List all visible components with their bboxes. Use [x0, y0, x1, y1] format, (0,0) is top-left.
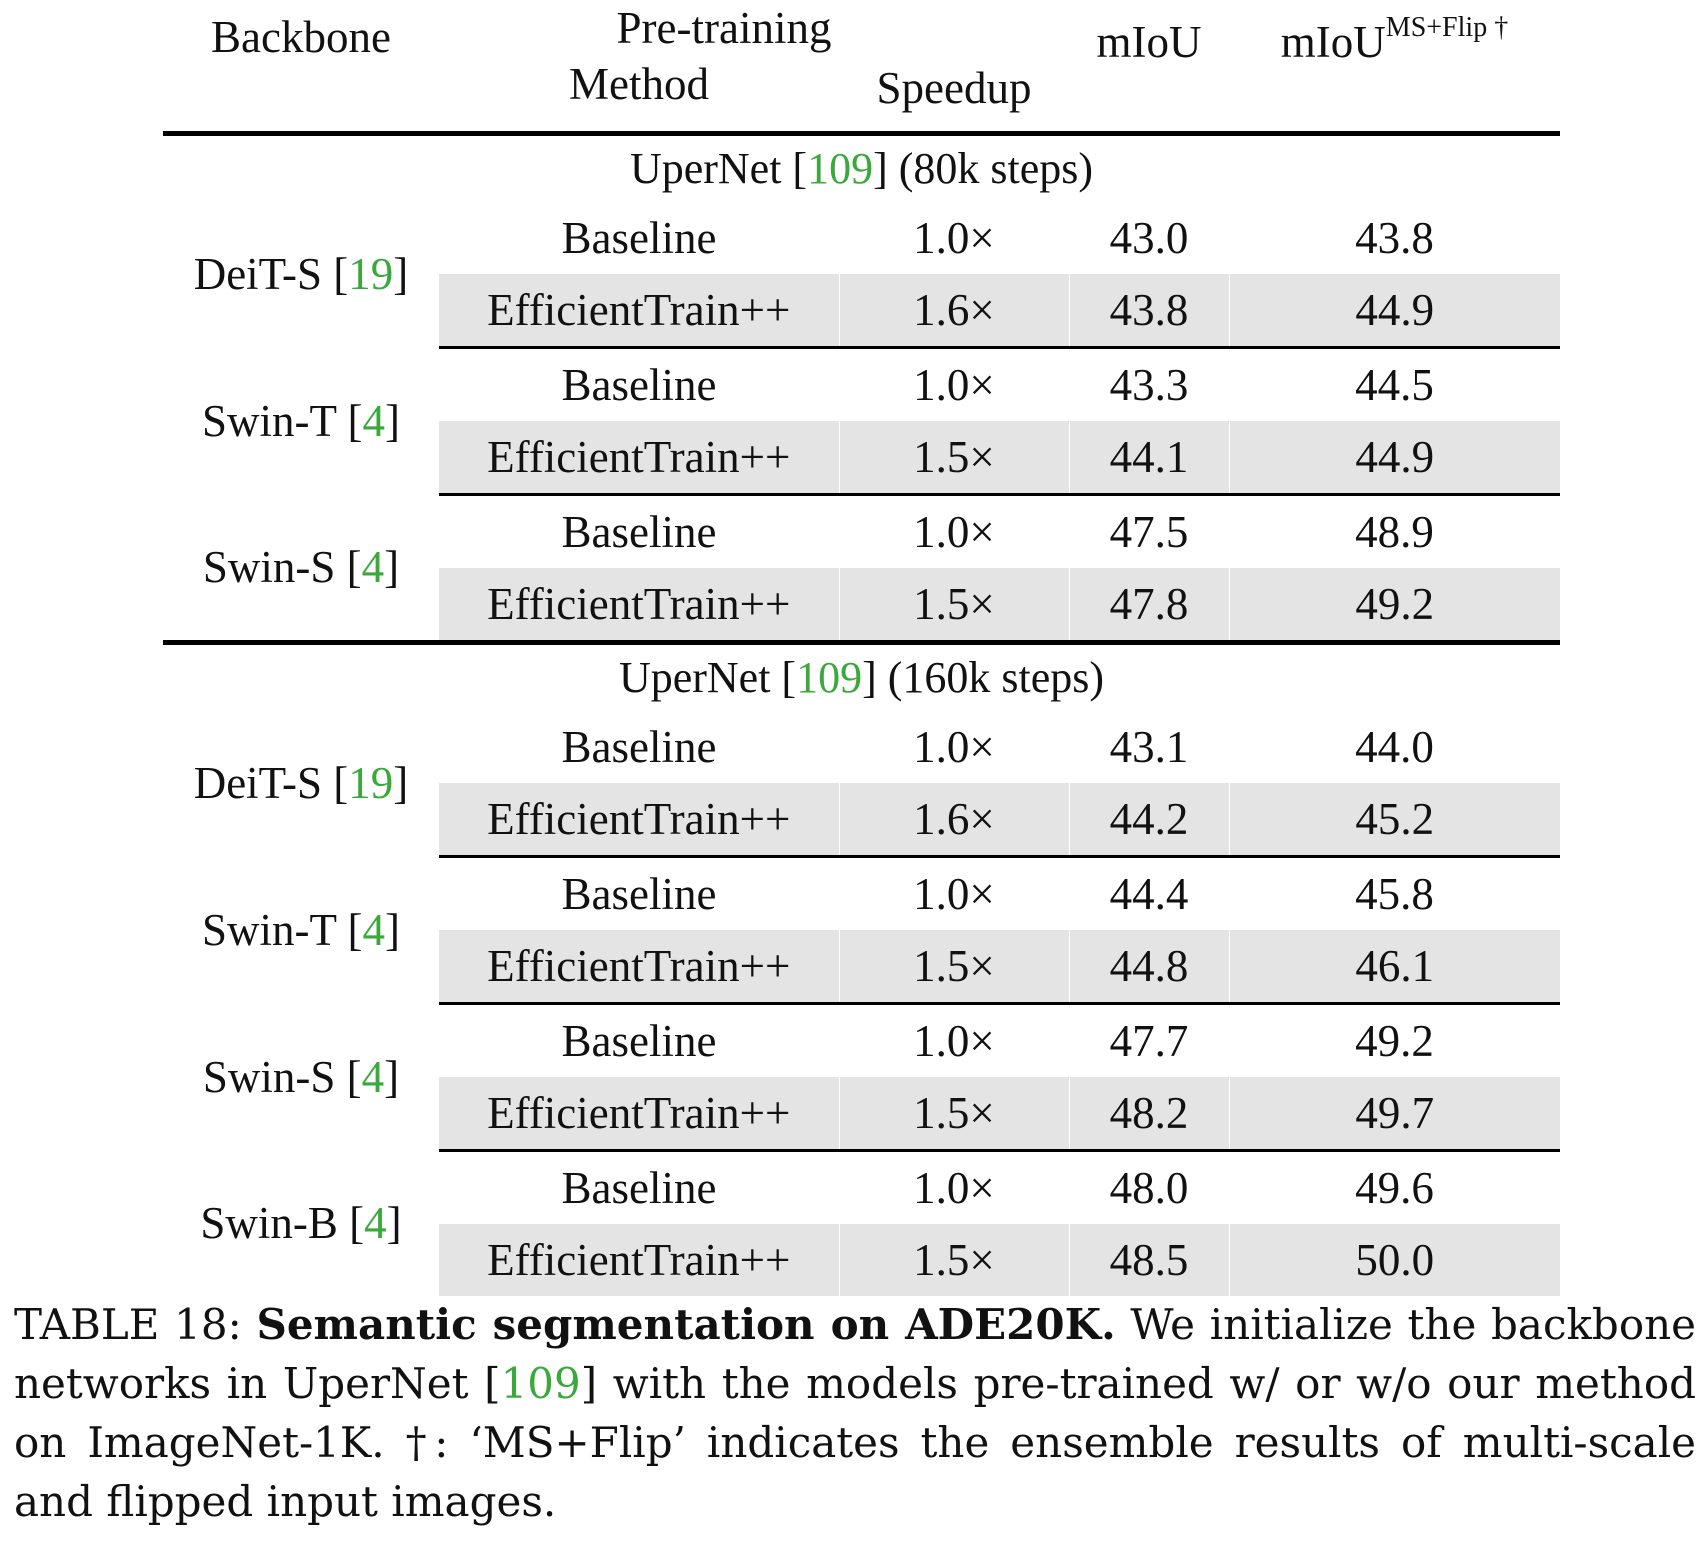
header-pretraining-label: Pre-training — [616, 3, 832, 53]
speedup-cell: 1.5× — [839, 568, 1069, 643]
method-cell: EfficientTrain++ — [439, 783, 839, 857]
speedup-cell: 1.0× — [839, 1003, 1069, 1077]
miou-cell: 44.2 — [1069, 783, 1229, 857]
speedup-cell: 1.0× — [913, 212, 995, 263]
group-title-suffix: ] (80k steps) — [873, 144, 1094, 193]
miou-ms-cell: 45.8 — [1229, 856, 1560, 930]
backbone-name: Swin-T [ — [202, 395, 363, 446]
backbone-bracket: ] — [393, 758, 409, 809]
method-cell: Baseline — [439, 347, 839, 421]
speedup-cell: 1.6× — [839, 274, 1069, 348]
backbone-name: Swin-T [ — [202, 904, 363, 955]
miou-ms-cell: 44.9 — [1229, 274, 1560, 348]
backbone-cell — [163, 1003, 439, 1150]
miou-ms-cell: 49.2 — [1229, 1003, 1560, 1077]
miou-ms-cell: 49.2 — [1229, 568, 1560, 643]
backbone-citation: 19 — [348, 249, 394, 300]
backbone-cell — [163, 856, 439, 1003]
caption-text-b: ] with the models pre-trained w/ or w/o our method on ImageNet-1K. †: ‘MS+Flip’ indicates the ensemble results of multi-scale and flipped input images. — [14, 1359, 1697, 1526]
miou-ms-cell: 50.0 — [1229, 1224, 1560, 1296]
speedup-cell: 1.5× — [839, 930, 1069, 1004]
speedup-cell: 1.0× — [839, 494, 1069, 568]
header-miou-ms: mIoU$^{MS+Flip \dagger}$ — [1280, 12, 1509, 68]
method-cell: Baseline — [561, 212, 717, 263]
miou-cell: 44.4 — [1069, 856, 1229, 930]
backbone-cell — [163, 202, 439, 348]
group-title-citation: 109 — [807, 144, 874, 193]
backbone-name: Swin-S [ — [202, 541, 362, 592]
method-cell: Baseline — [439, 494, 839, 568]
miou-cell: 43.8 — [1069, 274, 1229, 348]
speedup-cell: 1.0× — [913, 721, 995, 772]
backbone-citation: 19 — [348, 758, 394, 809]
speedup-cell: 1.0× — [839, 856, 1069, 930]
method-cell: Baseline — [439, 1150, 839, 1224]
table-row-baseline — [163, 347, 1560, 421]
miou-cell: 47.5 — [1069, 494, 1229, 568]
group-title-citation: 109 — [796, 653, 863, 702]
backbone-name: Swin-B [ — [200, 1197, 365, 1248]
method-cell: EfficientTrain++ — [439, 568, 839, 643]
caption-text-a: We initialize the backbone networks in UperNet [ — [14, 1300, 1697, 1408]
miou-ms-cell: 43.8 — [1355, 212, 1434, 263]
backbone-citation: 4 — [362, 904, 385, 955]
table-row-baseline — [163, 1003, 1560, 1077]
backbone-cell — [163, 494, 439, 642]
miou-cell: 44.1 — [1069, 421, 1229, 495]
table-caption — [14, 1295, 1696, 1531]
miou-ms-cell: 46.1 — [1229, 930, 1560, 1004]
table-row-baseline — [163, 202, 1560, 274]
group-header-row — [163, 642, 1560, 711]
method-cell: EfficientTrain++ — [439, 421, 839, 495]
table-row-baseline — [163, 856, 1560, 930]
header-miou-ms-sup: MS+Flip † — [1385, 12, 1509, 44]
results-table — [163, 0, 1560, 1296]
table-row-baseline — [163, 711, 1560, 783]
miou-ms-cell: 49.6 — [1229, 1150, 1560, 1224]
header-row — [163, 0, 1560, 133]
backbone-cell — [163, 711, 439, 857]
group-title — [163, 133, 1560, 202]
miou-ms-cell: 44.0 — [1355, 721, 1434, 772]
speedup-cell: 1.5× — [839, 1224, 1069, 1296]
speedup-cell: 1.5× — [839, 421, 1069, 495]
backbone-bracket: ] — [384, 395, 400, 446]
method-cell: EfficientTrain++ — [439, 274, 839, 348]
miou-ms-cell: 49.7 — [1229, 1077, 1560, 1151]
miou-cell: 48.5 — [1069, 1224, 1229, 1296]
miou-ms-cell: 45.2 — [1229, 783, 1560, 857]
miou-ms-cell: 48.9 — [1229, 494, 1560, 568]
miou-ms-cell: 44.9 — [1229, 421, 1560, 495]
backbone-bracket: ] — [386, 1197, 402, 1248]
backbone-name: DeiT-S [ — [193, 249, 349, 300]
backbone-citation: 4 — [364, 1197, 387, 1248]
miou-cell: 43.0 — [1109, 212, 1189, 263]
header-backbone: Backbone — [211, 12, 391, 62]
method-cell: EfficientTrain++ — [439, 1224, 839, 1296]
table-row-baseline — [163, 1150, 1560, 1224]
header-pretraining — [439, 0, 1069, 133]
backbone-citation: 4 — [361, 541, 385, 592]
miou-cell: 44.8 — [1069, 930, 1229, 1004]
caption-bold: Semantic segmentation on ADE20K. — [256, 1300, 1116, 1349]
backbone-cell — [163, 1150, 439, 1296]
method-cell: EfficientTrain++ — [439, 1077, 839, 1151]
miou-cell: 43.1 — [1109, 721, 1189, 772]
backbone-name: DeiT-S [ — [193, 758, 349, 809]
speedup-cell: 1.5× — [839, 1077, 1069, 1151]
backbone-citation: 4 — [361, 1051, 385, 1102]
header-method: Method — [569, 59, 709, 110]
speedup-cell: 1.0× — [839, 1150, 1069, 1224]
header-miou: mIoU — [1096, 17, 1202, 68]
backbone-citation: 4 — [362, 395, 385, 446]
miou-cell: 48.2 — [1069, 1077, 1229, 1151]
speedup-cell: 1.6× — [839, 783, 1069, 857]
table-row-baseline — [163, 494, 1560, 568]
backbone-bracket: ] — [384, 541, 400, 592]
backbone-bracket: ] — [384, 1051, 400, 1102]
speedup-cell: 1.0× — [839, 347, 1069, 421]
backbone-bracket: ] — [393, 249, 409, 300]
caption-label: TABLE 18: — [14, 1300, 257, 1349]
header-speedup: Speedup — [876, 63, 1032, 114]
caption-citation: 109 — [500, 1359, 581, 1408]
miou-ms-cell: 44.5 — [1229, 347, 1560, 421]
group-header-row — [163, 133, 1560, 202]
miou-cell: 47.7 — [1069, 1003, 1229, 1077]
method-cell: Baseline — [439, 1003, 839, 1077]
group-title-text: UperNet [ — [618, 653, 797, 702]
method-cell: Baseline — [439, 856, 839, 930]
group-title-text: UperNet [ — [629, 144, 808, 193]
backbone-cell — [163, 347, 439, 494]
method-cell: EfficientTrain++ — [439, 930, 839, 1004]
miou-cell: 43.3 — [1069, 347, 1229, 421]
group-title — [163, 642, 1560, 711]
miou-cell: 48.0 — [1069, 1150, 1229, 1224]
backbone-name: Swin-S [ — [202, 1051, 362, 1102]
backbone-bracket: ] — [384, 904, 400, 955]
miou-cell: 47.8 — [1069, 568, 1229, 643]
group-title-suffix: ] (160k steps) — [862, 653, 1105, 702]
method-cell: Baseline — [561, 721, 717, 772]
